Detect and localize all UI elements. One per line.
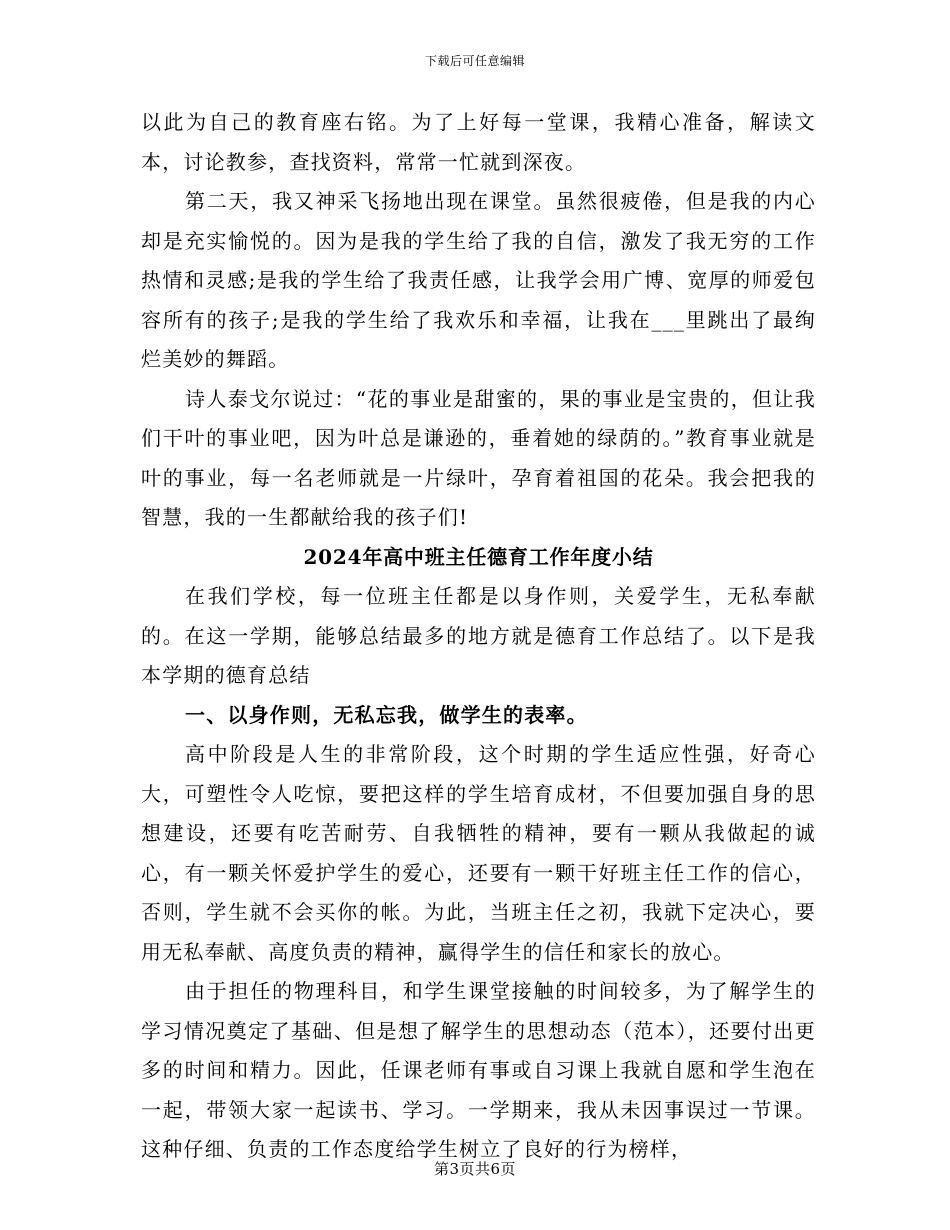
header-note: 下载后可任意编辑 xyxy=(424,54,525,68)
paragraph: 第二天，我又神采飞扬地出现在课堂。虽然很疲倦，但是我的内心却是充实愉悦的。因为是我的学生给了我的自信，激发了我无穷的工作热情和灵感;是我的学生给了我责任感，让我学会用广博、宽厚的师爱包容所有的孩子;是我的学生给了我欢乐和幸福，让我在___里跳出了最绚烂美妙的舞蹈。 xyxy=(141,189,816,371)
section-heading: 一、以身作则，无私忘我，做学生的表率。 xyxy=(185,702,588,727)
page-number: 第3页共6页 xyxy=(433,1160,517,1178)
intro-paragraph: 在我们学校，每一位班主任都是以身作则，关爱学生，无私奉献的。在这一学期，能够总结最多的地方就是德育工作总结了。以下是我本学期的德育总结 xyxy=(141,584,816,687)
document-body xyxy=(141,103,816,1170)
paragraph-continuation: 以此为自己的教育座右铭。为了上好每一堂课，我精心准备，解读文本，讨论教参，查找资料，常常一忙就到深夜。 xyxy=(141,110,816,174)
section-paragraph: 高中阶段是人生的非常阶段，这个时期的学生适应性强，好奇心大，可塑性令人吃惊，要把这样的学生培育成材，不但要加强自身的思想建设，还要有吃苦耐劳、自我牺牲的精神，要有一颗从我做起的诚心，有一颗关怀爱护学生的爱心，还要有一颗干好班主任工作的信心，否则，学生就不会买你的帐。为此，当班主任之初，我就下定决心，要用无私奉献、高度负责的精神，赢得学生的信任和家长的放心。 xyxy=(141,742,816,964)
document-title: 2024年高中班主任德育工作年度小结 xyxy=(303,544,654,569)
section-paragraph: 由于担任的物理科目，和学生课堂接触的时间较多，为了解学生的学习情况奠定了基础、但是想了解学生的思想动态（范本），还要付出更多的时间和精力。因此，任课老师有事或自习课上我就自愿和学生泡在一起，带领大家一起读书、学习。一学期来，我从未因事误过一节课。这种仔细、负责的工作态度给学生树立了良好的行为榜样， xyxy=(141,979,816,1161)
paragraph: 诗人泰戈尔说过：“花的事业是甜蜜的，果的事业是宝贵的，但让我们干叶的事业吧，因为叶总是谦逊的，垂着她的绿荫的。”教育事业就是叶的事业，每一名老师就是一片绿叶，孕育着祖国的花朵。我会把我的智慧，我的一生都献给我的孩子们! xyxy=(141,386,816,529)
